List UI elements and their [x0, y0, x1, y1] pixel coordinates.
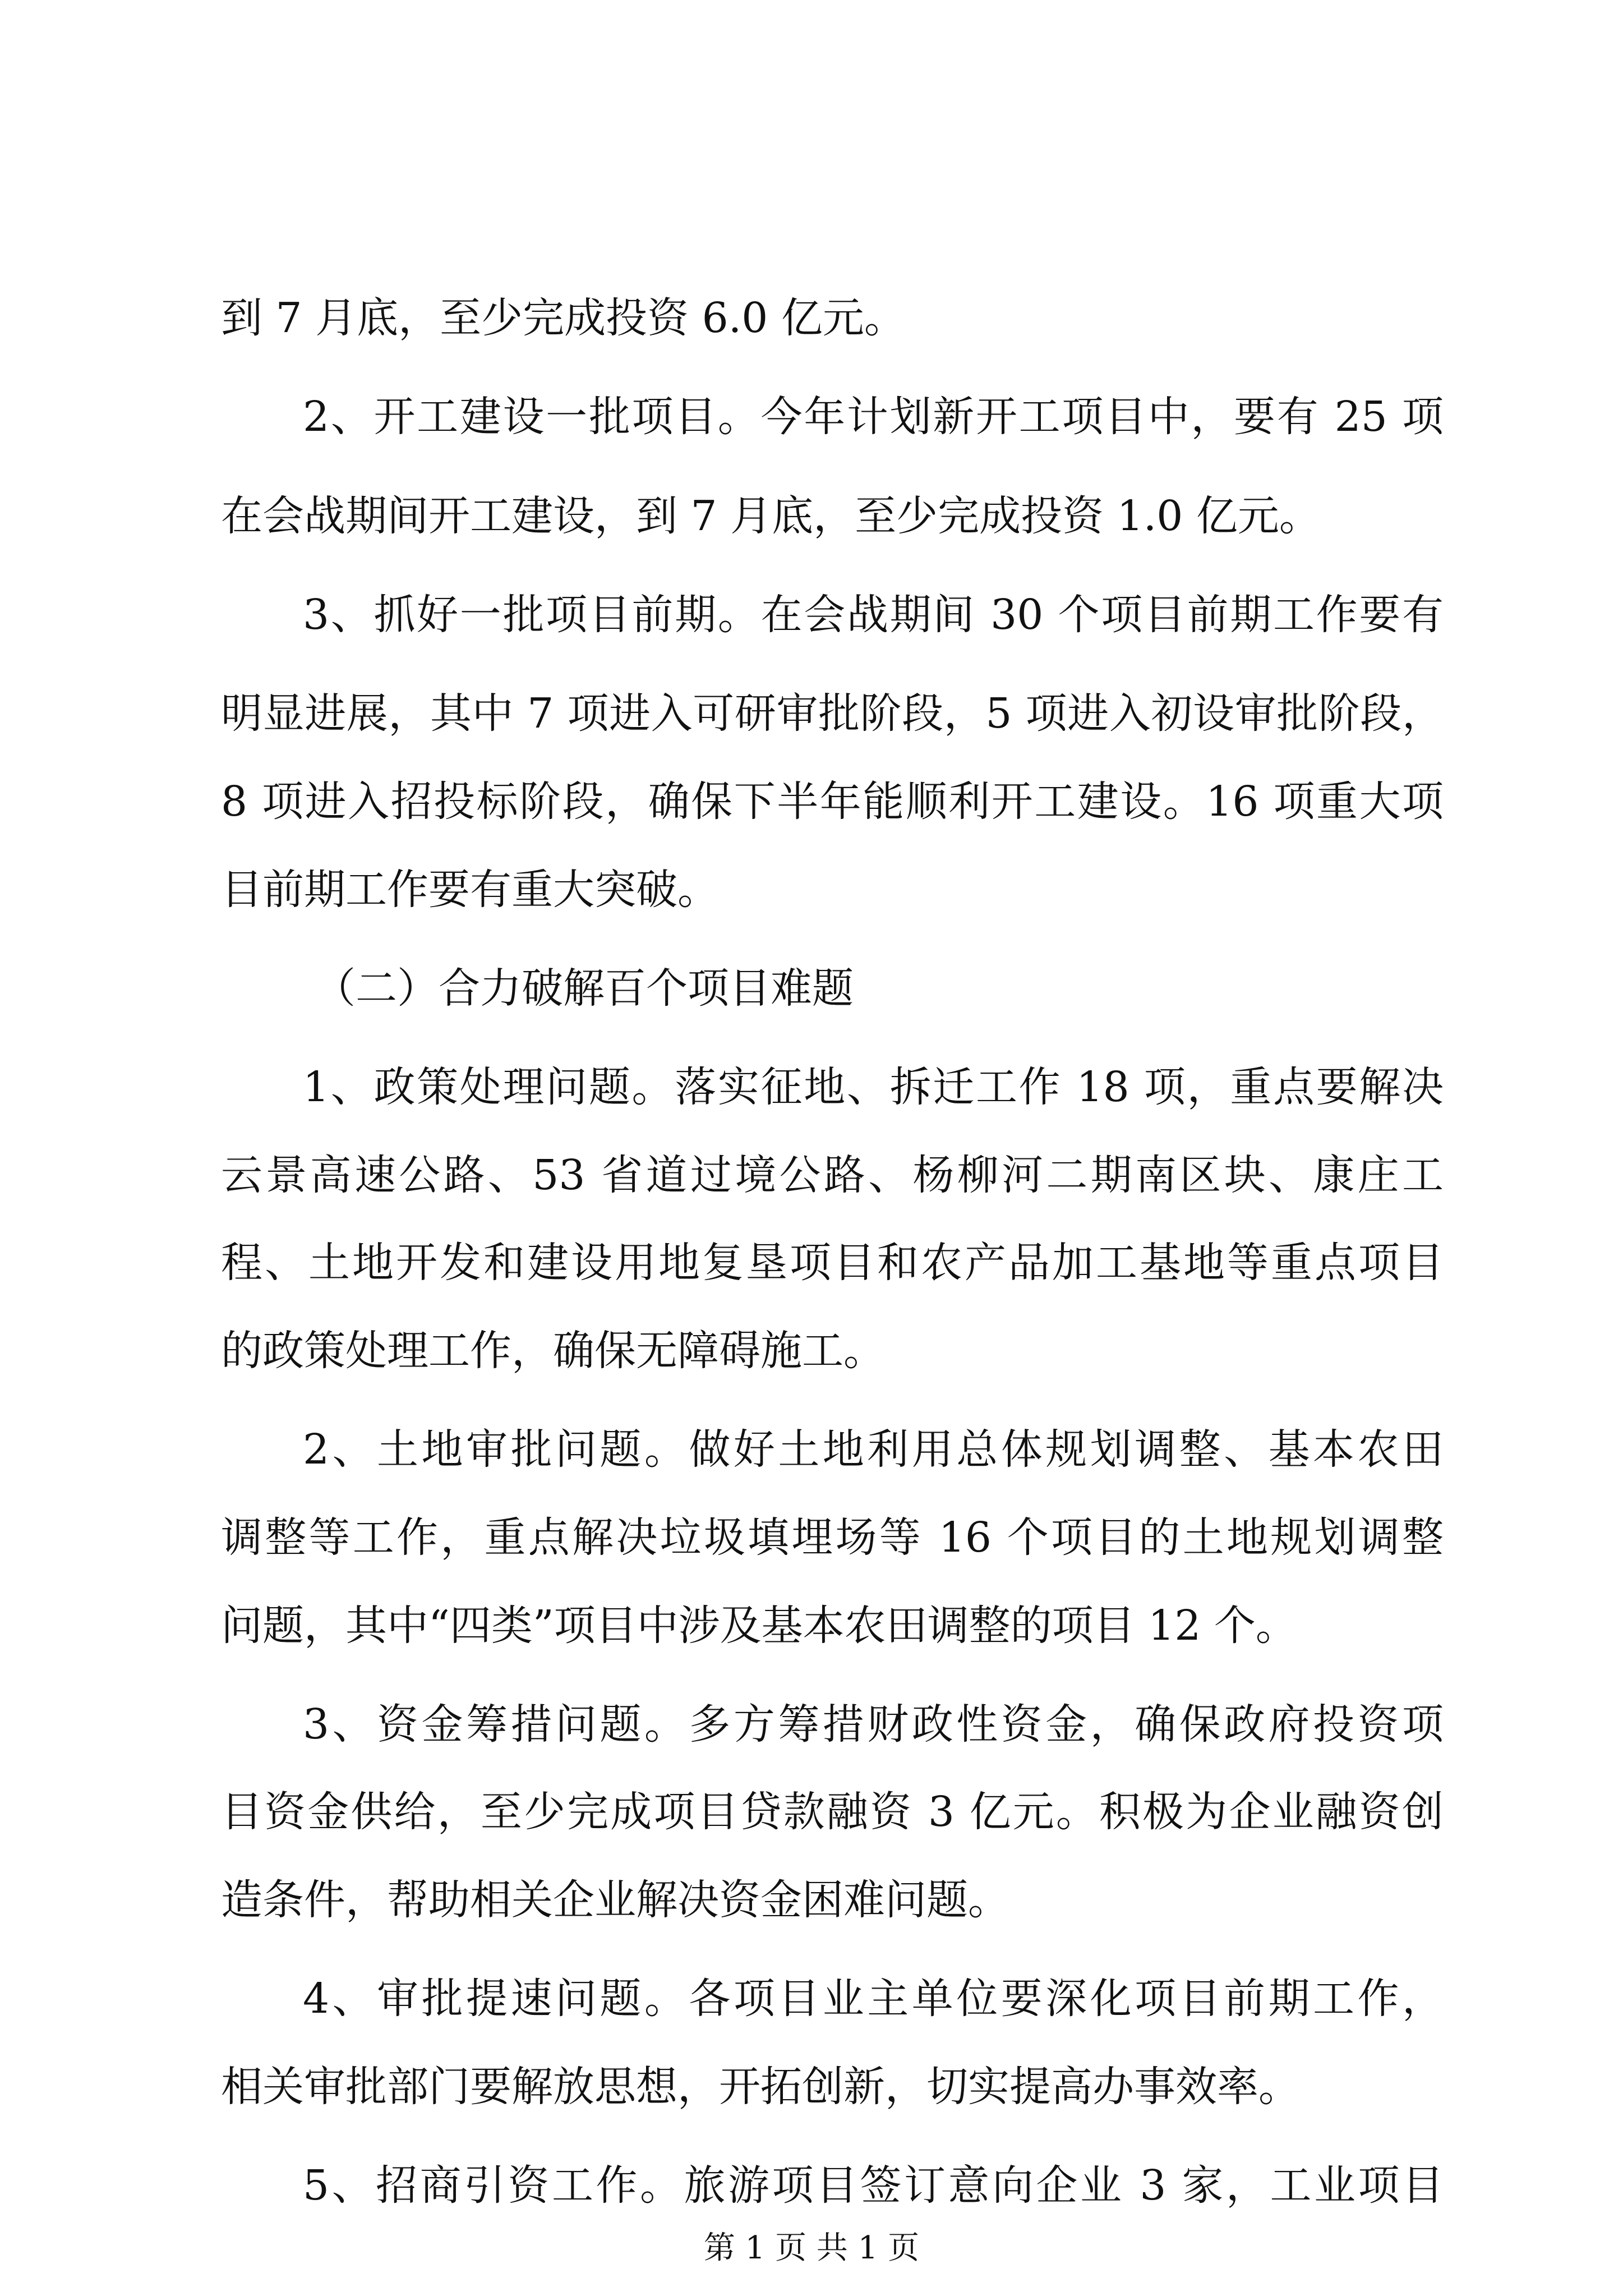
text-line-16: 3、资金筹措问题。多方筹措财政性资金，确保政府投资项 [303, 1700, 1444, 1749]
text-line-4: 3、抓好一批项目前期。在会战期间 30 个项目前期工作要有 [303, 591, 1444, 639]
text-line-5: 明显进展，其中 7 项进入可研审批阶段，5 项进入初设审批阶段， [221, 689, 1444, 738]
text-line-15: 问题，其中“四类”项目中涉及基本农田调整的项目 12 个。 [221, 1602, 1297, 1650]
text-line-2: 2、开工建设一批项目。今年计划新开工项目中，要有 25 项 [303, 393, 1444, 441]
text-line-11: 程、土地开发和建设用地复垦项目和农产品加工基地等重点项目 [221, 1239, 1444, 1287]
text-line-18: 造条件，帮助相关企业解决资金困难问题。 [221, 1876, 1009, 1924]
text-line-20: 相关审批部门要解放思想，开拓创新，切实提高办事效率。 [221, 2063, 1300, 2111]
page-footer: 第 1 页 共 1 页 [703, 2230, 920, 2266]
text-line-13: 2、土地审批问题。做好土地利用总体规划调整、基本农田 [303, 1425, 1444, 1474]
text-line-1: 到 7 月底，至少完成投资 6.0 亿元。 [221, 294, 906, 342]
text-line-21: 5、招商引资工作。旅游项目签订意向企业 3 家，工业项目 [303, 2161, 1444, 2210]
text-line-12: 的政策处理工作，确保无障碍施工。 [221, 1327, 885, 1375]
text-line-9: 1、政策处理问题。落实征地、拆迁工作 18 项，重点要解决 [303, 1063, 1444, 1111]
text-line-10: 云景高速公路、53 省道过境公路、杨柳河二期南区块、康庄工 [221, 1151, 1444, 1199]
section-heading: （二）合力破解百个项目难题 [314, 964, 854, 1013]
text-line-7: 目前期工作要有重大突破。 [221, 866, 719, 914]
text-line-19: 4、审批提速问题。各项目业主单位要深化项目前期工作， [303, 1975, 1444, 2023]
text-line-6: 8 项进入招投标阶段，确保下半年能顺利开工建设。16 项重大项 [221, 777, 1444, 826]
text-line-3: 在会战期间开工建设，到 7 月底，至少完成投资 1.0 亿元。 [221, 492, 1321, 540]
text-line-17: 目资金供给，至少完成项目贷款融资 3 亿元。积极为企业融资创 [221, 1788, 1444, 1836]
text-line-14: 调整等工作，重点解决垃圾填埋场等 16 个项目的土地规划调整 [221, 1513, 1444, 1562]
